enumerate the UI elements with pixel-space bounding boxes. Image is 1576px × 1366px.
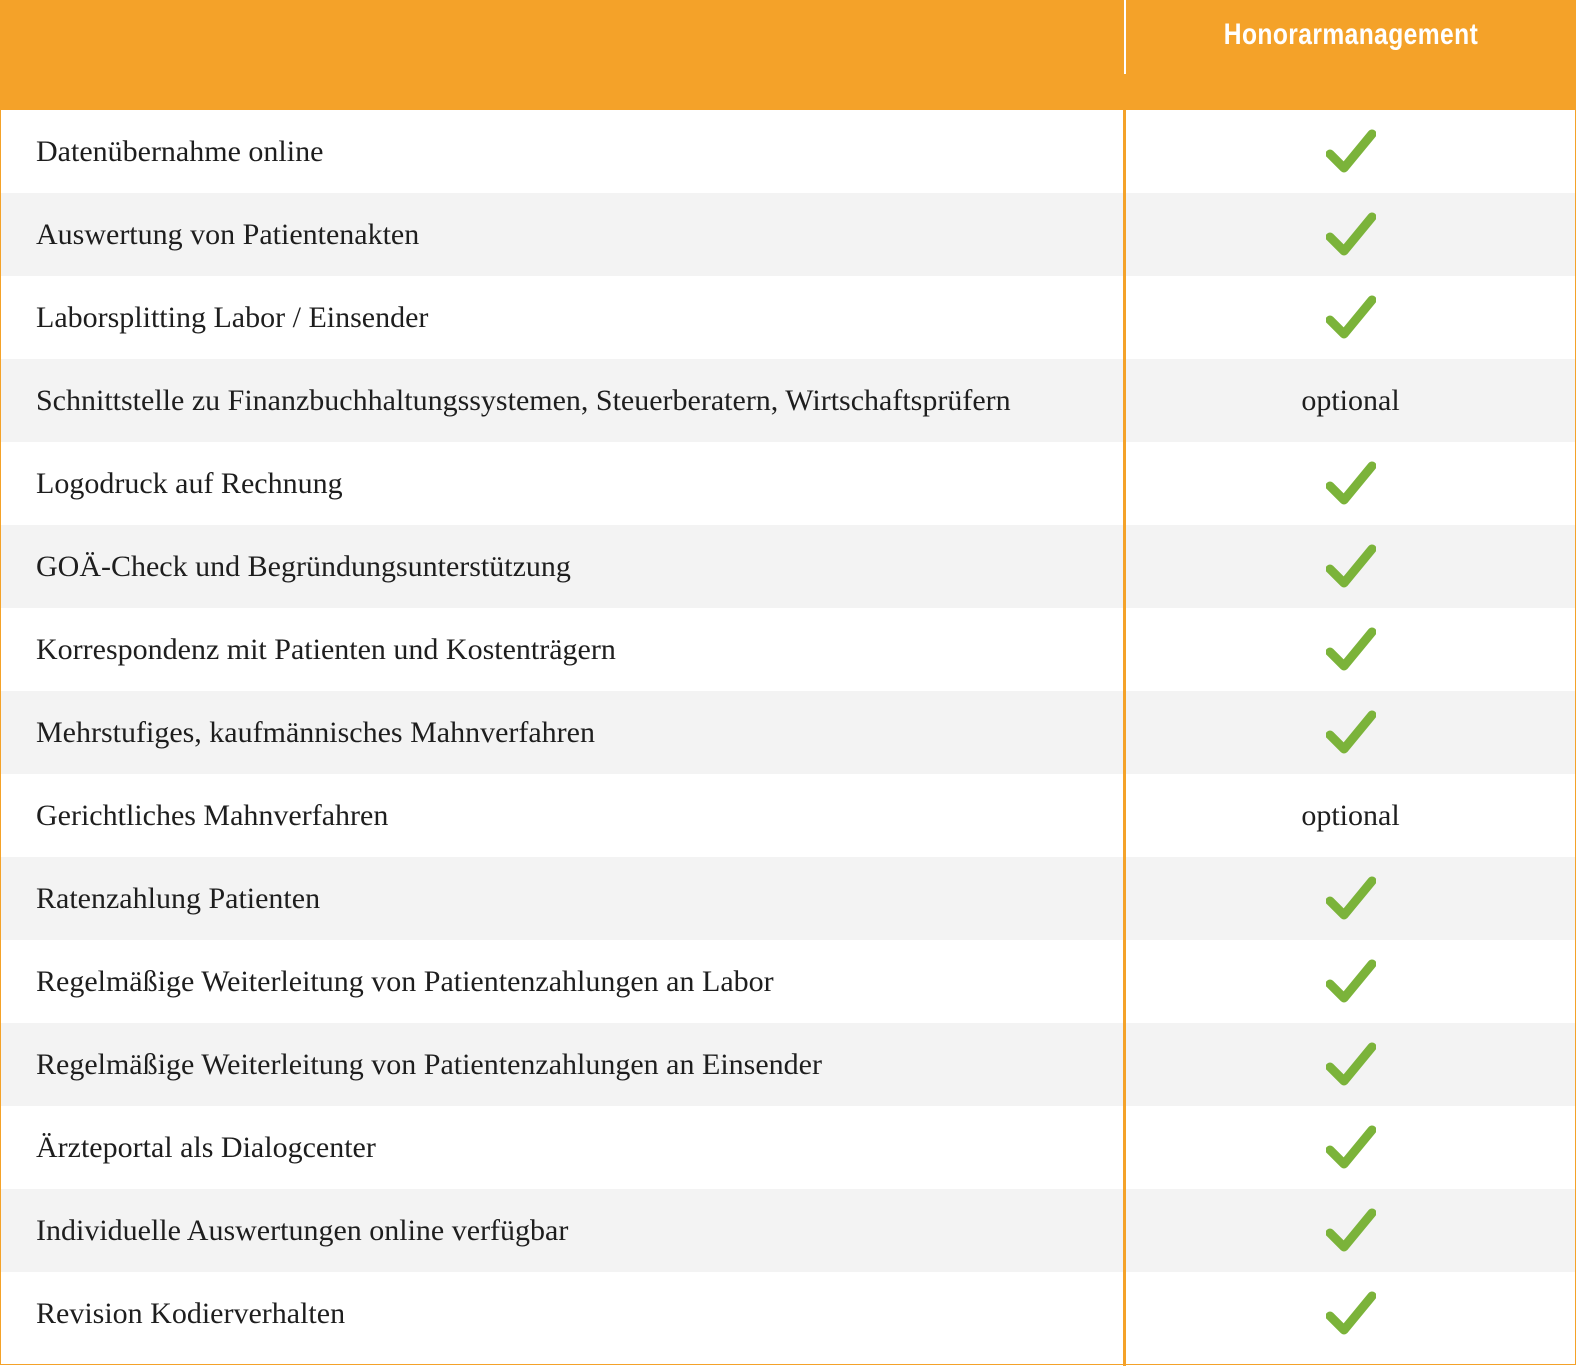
column-divider (1123, 110, 1126, 1366)
feature-value (1126, 857, 1575, 940)
table-header (1, 0, 1575, 110)
feature-label: Revision Kodierverhalten (36, 1297, 346, 1330)
feature-value (1126, 691, 1575, 774)
table-row (1, 774, 1575, 857)
check-icon (1326, 128, 1376, 176)
table-row (1, 1106, 1575, 1189)
feature-label: Schnittstelle zu Finanzbuchhaltungssystemen, Steuerberatern, Wirtschaftsprüfern (36, 384, 1011, 417)
feature-value (1126, 442, 1575, 525)
feature-label: Regelmäßige Weiterleitung von Patientenzahlungen an Einsender (36, 1048, 822, 1081)
column-title: Honorarmanagement (1223, 18, 1479, 51)
table-row (1, 110, 1575, 193)
check-icon (1326, 460, 1376, 508)
check-icon (1326, 1207, 1376, 1255)
feature-label: Individuelle Auswertungen online verfügbar (36, 1214, 569, 1247)
table-row (1, 442, 1575, 525)
check-icon (1326, 294, 1376, 342)
table-row (1, 1023, 1575, 1106)
feature-value (1126, 1023, 1575, 1106)
check-icon (1326, 1124, 1376, 1172)
feature-value (1126, 110, 1575, 193)
check-icon (1326, 958, 1376, 1006)
check-icon (1326, 709, 1376, 757)
feature-label: Logodruck auf Rechnung (36, 467, 343, 500)
feature-label: Regelmäßige Weiterleitung von Patientenzahlungen an Labor (36, 965, 774, 998)
feature-value (1126, 774, 1575, 857)
check-icon (1326, 211, 1376, 259)
feature-value (1126, 193, 1575, 276)
feature-value (1126, 608, 1575, 691)
feature-label: Korrespondenz mit Patienten und Kostenträgern (36, 633, 616, 666)
feature-value (1126, 1106, 1575, 1189)
feature-value (1126, 276, 1575, 359)
feature-label: Ratenzahlung Patienten (36, 882, 321, 915)
table-row (1, 276, 1575, 359)
feature-label: GOÄ-Check und Begründungsunterstützung (36, 550, 571, 583)
check-icon (1326, 543, 1376, 591)
feature-label: Auswertung von Patientenakten (36, 218, 420, 251)
check-icon (1326, 1290, 1376, 1338)
check-icon (1326, 875, 1376, 923)
optional-text: optional (1301, 383, 1400, 417)
feature-value (1126, 525, 1575, 608)
feature-label: Gerichtliches Mahnverfahren (36, 799, 389, 832)
feature-value (1126, 1272, 1575, 1355)
feature-value (1126, 359, 1575, 442)
table-row (1, 1272, 1575, 1355)
table-row (1, 1189, 1575, 1272)
table-body (1, 110, 1575, 1355)
feature-label: Laborsplitting Labor / Einsender (36, 301, 429, 334)
check-icon (1326, 626, 1376, 674)
optional-text: optional (1301, 798, 1400, 832)
check-icon (1326, 1041, 1376, 1089)
table-row (1, 691, 1575, 774)
table-row (1, 940, 1575, 1023)
feature-label: Mehrstufiges, kaufmännisches Mahnverfahren (36, 716, 595, 749)
feature-value (1126, 1189, 1575, 1272)
table-row (1, 525, 1575, 608)
table-row (1, 857, 1575, 940)
table-row (1, 359, 1575, 442)
feature-label: Ärzteportal als Dialogcenter (36, 1131, 376, 1164)
feature-label: Datenübernahme online (36, 135, 324, 168)
table-row (1, 608, 1575, 691)
table-row (1, 193, 1575, 276)
feature-value (1126, 940, 1575, 1023)
header-divider (1124, 0, 1126, 74)
